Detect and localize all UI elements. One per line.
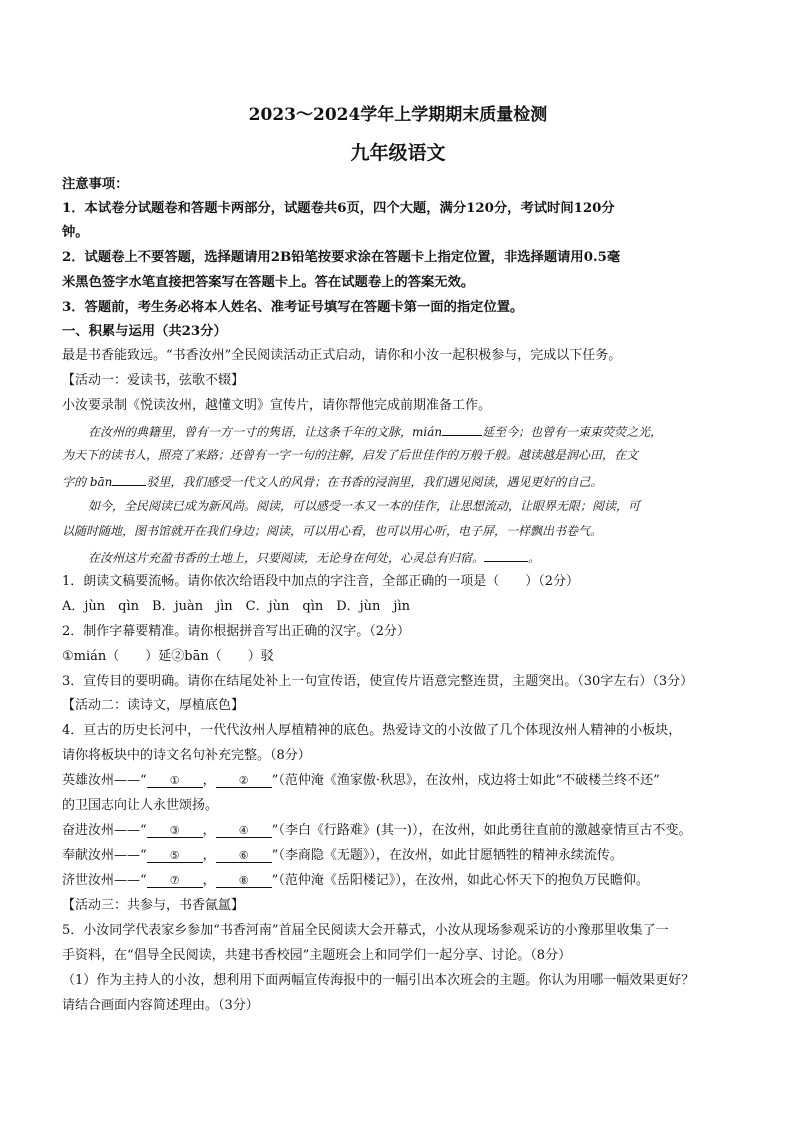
question-1: 1．朗读文稿要流畅。请你依次给语段中加点的字注音，全部正确的一项是（ ）（2分） — [62, 574, 580, 589]
answer-blank: ⑧ — [216, 874, 272, 888]
question-5-cont: 手资料，在“倡导全民阅读，共建书香校园”主题班会上和同学们一起分享、讨论。（8分） — [62, 948, 572, 963]
poem-source: ”（李白《行路难》(其一)），在汝州，如此勇往直前的激越豪情亘古不变。 — [271, 823, 692, 838]
activity-heading: 【活动三：共参与，书香氤氲】 — [62, 898, 245, 913]
answer-blank: ⑤ — [147, 849, 203, 863]
question-1-options: A．jùn qìn B．juàn jìn C．jùn qìn D．jùn jìn — [62, 599, 410, 614]
poem-label: 英雄汝州——“ — [62, 773, 147, 788]
notice-item-1-cont: 钟。 — [62, 225, 89, 240]
passage-line: 为天下的读书人，照亮了来路；还曾有一字一句的注解，启发了后世佳作的万般千般。越读越是润心田，在文 — [62, 448, 639, 462]
question-3: 3．宣传目的要明确。请你在结尾处补上一句宣传语，使宣传片语意完整连贯，主题突出。（30字左右）（3分） — [62, 674, 694, 689]
poem-sep: ， — [202, 823, 216, 838]
notice-item-2: 2．试题卷上不要答题，选择题请用2B铅笔按要求涂在答题卡上指定位置，非选择题请用0.5毫 — [62, 250, 621, 265]
poem-sep: ， — [202, 848, 216, 863]
question-4: 4．亘古的历史长河中，一代代汝州人厚植精神的底色。热爱诗文的小汝做了几个体现汝州人精神的小板块， — [62, 723, 682, 738]
passage-line: 如今，全民阅读已成为新风尚。阅读，可以感受一本又一本的佳作，让思想流动，让眼界无限；阅读，可 — [88, 499, 641, 513]
poem-source: ”（李商隐《无题》），在汝州，如此甘愿牺牲的精神永续流传。 — [271, 848, 623, 863]
passage-line — [62, 548, 734, 567]
answer-blank: ① — [147, 774, 203, 788]
answer-blank: ④ — [216, 824, 272, 838]
poem-row — [62, 872, 734, 889]
poem-label: 奉献汝州——“ — [62, 848, 147, 863]
poem-row — [62, 772, 734, 789]
activity-intro: 小汝要录制《悦读汝州，越懂文明》宣传片，请你帮他完成前期准备工作。 — [62, 398, 492, 413]
notice-heading: 注意事项： — [62, 177, 129, 192]
activity-heading: 【活动一：爱读书，弦歌不辍】 — [62, 373, 245, 388]
passage-text: 在汝州的典籍里，曾有一方一寸的隽语，让这条千年的文脉，mián — [88, 425, 443, 439]
section-intro: 最是书香能致远。“书香汝州”全民阅读活动正式启动，请你和小汝一起积极参与，完成以下任务。 — [62, 348, 622, 363]
poem-sep: ， — [202, 873, 216, 888]
notice-item-3: 3．答题前，考生务必将本人姓名、准考证号填写在答题卡第一面的指定位置。 — [62, 300, 524, 315]
passage-text: 延至今；也曾有一束束荧荧之光， — [482, 425, 663, 439]
answer-blank: ⑥ — [216, 849, 272, 863]
passage-text: 在汝州这片充盈书香的土地上，只要阅读，无论身在何处，心灵总有归宿。 — [88, 551, 485, 565]
question-2-line: ①mián（ ）延②bān（ ）驳 — [62, 649, 274, 664]
activity-heading: 【活动二：读诗文，厚植底色】 — [62, 698, 245, 713]
answer-blank — [484, 548, 528, 562]
answer-blank: ⑦ — [147, 874, 203, 888]
poem-label: 济世汝州——“ — [62, 873, 147, 888]
question-5-part-1-cont: 请结合画面内容简述理由。（3分） — [62, 998, 259, 1013]
passage-text: 。 — [528, 551, 541, 565]
passage-line — [62, 422, 734, 441]
poem-source: ”（范仲淹《渔家傲·秋思》，在汝州，戍边将士如此“不破楼兰终不还” — [271, 773, 660, 788]
passage-text: 字的 bān — [62, 475, 113, 489]
passage-line: 以随时随地，图书馆就开在我们身边；阅读，可以用心看，也可以用心听，电子屏，一样飘出书卷气。 — [62, 524, 603, 538]
answer-blank — [442, 422, 482, 436]
answer-blank: ③ — [147, 824, 203, 838]
question-2: 2．制作字幕要精准。请你根据拼音写出正确的汉字。（2分） — [62, 624, 411, 639]
question-5-part-1: （1）作为主持人的小汝，想利用下面两幅宣传海报中的一幅引出本次班会的主题。你认为用哪一幅效果更好？ — [62, 973, 695, 988]
notice-item-2-cont: 米黑色签字水笔直接把答案写在答题卡上。答在试题卷上的答案无效。 — [62, 275, 475, 290]
exam-title: 2023～2024学年上学期期末质量检测 — [248, 105, 548, 125]
poem-row — [62, 847, 734, 864]
poem-row-cont: 的卫国志向让人永世颂扬。 — [62, 798, 219, 813]
passage-text: 驳里，我们感受一代文人的风骨；在书香的浸润里，我们遇见阅读，遇见更好的自己。 — [146, 475, 603, 489]
notice-item-1: 1．本试卷分试题卷和答题卡两部分，试题卷共6页，四个大题，满分120分，考试时间120分 — [62, 201, 615, 216]
section-heading: 一、积累与运用（共23分） — [62, 324, 227, 339]
question-5: 5．小汝同学代表家乡参加“书香河南”首届全民阅读大会开幕式，小汝从现场参观采访的小豫那里收集了一 — [62, 923, 669, 938]
poem-source: ”（范仲淹《岳阳楼记》），在汝州，如此心怀天下的抱负万民瞻仰。 — [271, 873, 649, 888]
passage-line — [62, 472, 734, 491]
poem-row — [62, 822, 734, 839]
poem-sep: ， — [202, 773, 216, 788]
answer-blank: ② — [216, 774, 272, 788]
exam-subject: 九年级语文 — [350, 142, 446, 164]
answer-blank — [112, 472, 146, 486]
question-4-cont: 请你将板块中的诗文名句补充完整。（8分） — [62, 748, 311, 763]
poem-label: 奋进汝州——“ — [62, 823, 147, 838]
